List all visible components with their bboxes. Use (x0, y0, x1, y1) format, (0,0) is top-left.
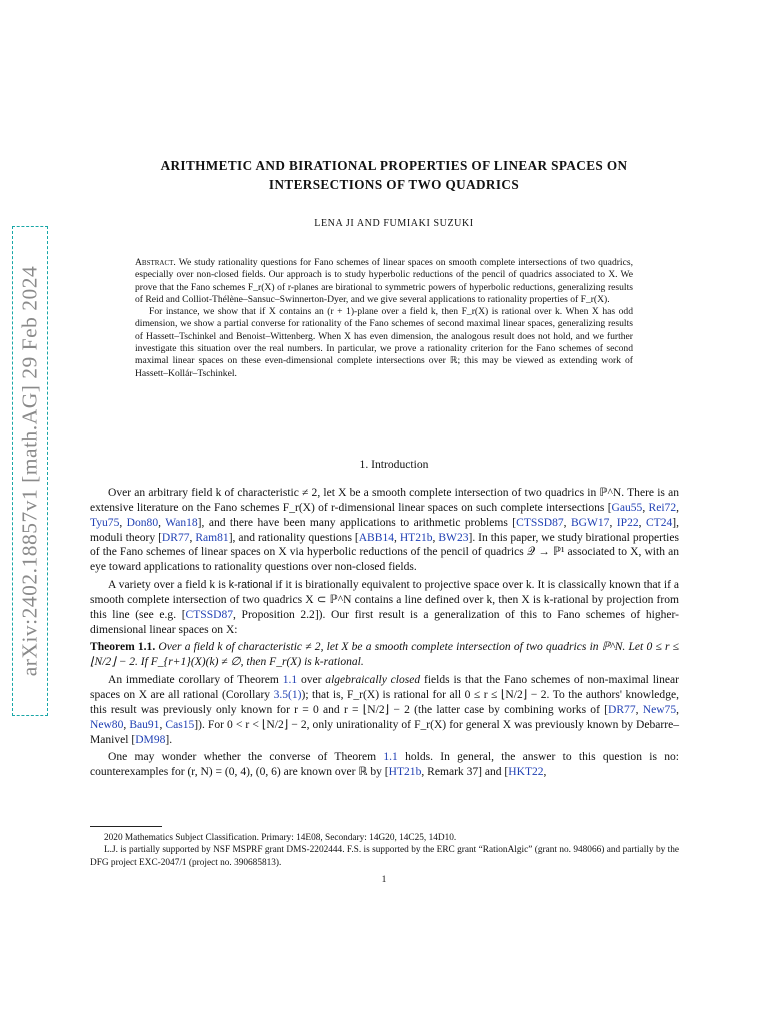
arxiv-identifier-stamp[interactable] (12, 226, 48, 716)
citation-link[interactable]: CTSSD87 (185, 608, 234, 621)
intro-paragraph-1: Over an arbitrary field k of characteristic ≠ 2, let X be a smooth complete intersection of two quadrics in ℙ^N. There is an extensive literature on the Fano schemes F_r(X) of r-dimensional linear spaces on such complete intersections [Gau55, Rei72, Tyu75, Don80, Wan18], and there have been many applications to arithmetic problems [CTSSD87, BGW17, IP22, CT24], moduli theory [DR77, Ram81], and rationality questions [ABB14, HT21b, BW23]. In this paper, we study birational properties of the Fano schemes of linear spaces on X via hyperbolic reductions of the pencil of quadrics 𝒬 → ℙ¹ associated to X, with an eye toward applications to rationality questions over non-closed fields. (90, 487, 679, 574)
citation-link[interactable]: Don80 (126, 516, 159, 529)
citation-link[interactable]: Ram81 (195, 531, 229, 544)
citation-link[interactable]: Rei72 (648, 501, 677, 514)
footnote-funding: L.J. is partially supported by NSF MSPRF grant DMS-2202444. F.S. is supported by the ERC grant “RationAlgic” (grant no. 948066) and partially by the DFG project EXC-2047/1 (project no. 390685813). (90, 845, 679, 868)
defined-term: k-rational (228, 579, 273, 592)
theorem-statement: Over a field k of characteristic ≠ 2, let X be a smooth complete intersection of two quadrics in ℙ^N. Let 0 ≤ r ≤ ⌊N/2⌋ − 2. If F_{r+1}(X)(k) ≠ ∅, then F_r(X) is k-rational. (90, 641, 680, 669)
citation-link[interactable]: IP22 (616, 516, 639, 529)
abstract-label: Abstract. (135, 257, 176, 268)
citation-link[interactable]: BGW17 (570, 516, 610, 529)
citation-link[interactable]: Wan18 (165, 516, 198, 529)
citation-link[interactable]: ABB14 (358, 531, 395, 544)
intro-paragraph-3: An immediate corollary of Theorem 1.1 over algebraically closed fields is that the Fano schemes of non-maximal linear spaces on X are all rational (Corollary 3.5(1)); that is, F_r(X) is rational for all 0 ≤ r ≤ ⌊N/2⌋ − 2. To the authors' knowledge, this result was previously only known for r = 0 and r = ⌊N/2⌋ − 2 (the latter case by combining works of [DR77, New75, New80, Bau91, Cas15]). For 0 < r < ⌊N/2⌋ − 2, only unirationality of F_r(X) for general X was previously known by Debarre–Manivel [DM98]. (90, 674, 680, 746)
abstract-text-1: We study rationality questions for Fano schemes of linear spaces on smooth complete intersections of two quadrics, especially over non-closed fields. Our approach is to study hyperbolic reductions of the pencil of quadrics associated to X. We prove that the Fano schemes F_r(X) of r-planes are birational to symmetric powers of hyperbolic reductions, generalizing results of Reid and Colliot-Thélène–Sansuc–Swinnerton-Dyer, and we give several applications to rationality properties of F_r(X). (135, 257, 633, 305)
title-line-2: INTERSECTIONS OF TWO QUADRICS (268, 177, 520, 192)
citation-link[interactable]: Cas15 (165, 718, 195, 731)
corollary-reference-link[interactable]: 3.5(1) (273, 688, 302, 701)
citation-link[interactable]: New80 (90, 718, 124, 731)
citation-link[interactable]: BW23 (438, 531, 469, 544)
citation-link[interactable]: DR77 (608, 703, 636, 716)
arxiv-identifier-text: arXiv:2402.18857v1 [math.AG] 29 Feb 2024 (17, 265, 42, 677)
citation-link[interactable]: New75 (642, 703, 677, 716)
footnotes (90, 832, 679, 869)
theorem-1-1 (90, 640, 679, 670)
theorem-reference-link[interactable]: 1.1 (383, 751, 398, 764)
citation-link[interactable]: Bau91 (129, 718, 160, 731)
abstract (135, 257, 633, 380)
page-number: 1 (381, 875, 387, 885)
citation-link[interactable]: HT21b (388, 766, 422, 779)
paper-authors: LENA JI AND FUMIAKI SUZUKI (314, 218, 474, 229)
citation-link[interactable]: Tyu75 (90, 516, 120, 529)
title-line-1: ARITHMETIC AND BIRATIONAL PROPERTIES OF LINEAR SPACES ON (160, 158, 628, 173)
abstract-paragraph-2: For instance, we show that if X contains an (r + 1)-plane over a field k, then F_r(X) is rational over k. When X has odd dimension, we show a partial converse for rationality of the Fano schemes of second maximal linear spaces, generalizing results of Hassett–Tschinkel and Benoist–Wittenberg. When X has even dimension, the analogous result does not hold, and we further investigate this situation over the real numbers. In particular, we prove a rationality criterion for the Fano schemes of second maximal linear spaces on these even-dimensional complete intersections over ℝ; this may be viewed as extending work of Hassett–Kollár–Tschinkel. (135, 306, 633, 379)
citation-link[interactable]: DM98 (135, 733, 166, 746)
citation-link[interactable]: HKT22 (508, 766, 544, 779)
citation-link[interactable]: Gau55 (611, 501, 643, 514)
abstract-paragraph-1 (135, 257, 633, 306)
citation-link[interactable]: CTSSD87 (516, 516, 564, 529)
intro-paragraph-4: One may wonder whether the converse of Theorem 1.1 holds. In general, the answer to this question is no: counterexamples for (r, N) = (0, 4), (0, 6) are known over ℝ by [HT21b, Remark 37] and [HKT22, (90, 751, 679, 779)
citation-link[interactable]: CT24 (645, 516, 673, 529)
body-text (90, 486, 679, 783)
paper-title (100, 156, 688, 194)
section-heading: 1. Introduction (359, 458, 429, 471)
citation-link[interactable]: DR77 (161, 531, 190, 544)
intro-paragraph-2: A variety over a field k is k-rational if it is birationally equivalent to projective space over k. It is classically known that if a smooth complete intersection of two quadrics X ⊂ ℙ^N contains a line defined over k, then X is k-rational by projection from this line (see e.g. [CTSSD87, Proposition 2.2]). Our first result is a generalization of this to Fano schemes of higher-dimensional linear spaces on X: (90, 579, 680, 636)
footnote-divider (90, 826, 162, 827)
footnote-msc: 2020 Mathematics Subject Classification. Primary: 14E08, Secondary: 14G20, 14C25, 14D10. (104, 833, 457, 843)
theorem-reference-link[interactable]: 1.1 (282, 674, 298, 687)
theorem-label: Theorem 1.1. (90, 641, 156, 654)
citation-link[interactable]: HT21b (399, 531, 433, 544)
